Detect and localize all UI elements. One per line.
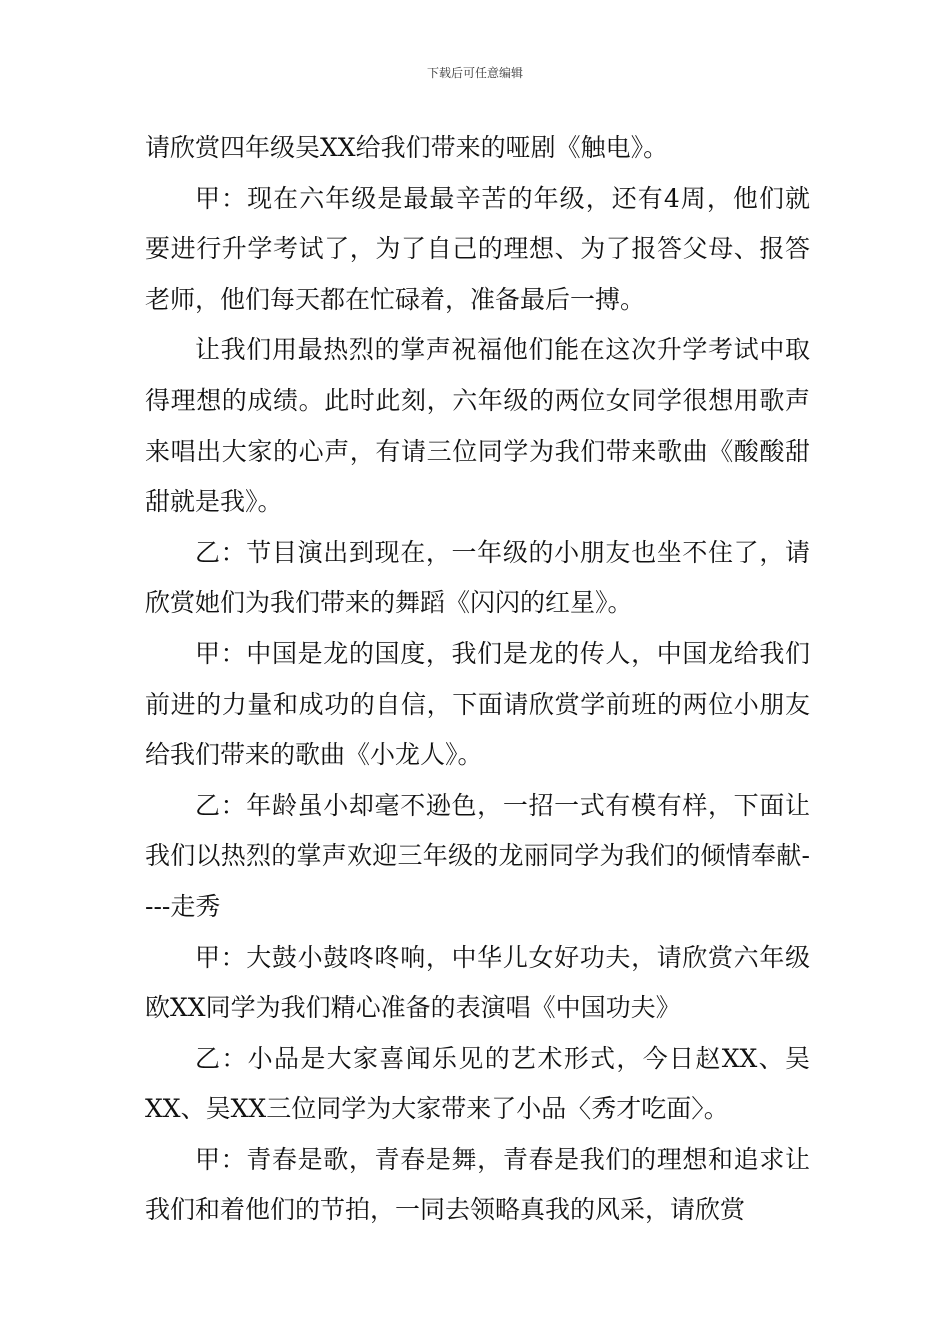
paragraph: 甲：青春是歌，青春是舞，青春是我们的理想和追求让我们和着他们的节拍，一同去领略真我的风采，请欣赏 xyxy=(145,1144,810,1225)
paragraph: 让我们用最热烈的掌声祝福他们能在这次升学考试中取得理想的成绩。此时此刻，六年级的两位女同学很想用歌声来唱出大家的心声，有请三位同学为我们带来歌曲《酸酸甜甜就是我》。 xyxy=(145,335,810,517)
paragraph: 乙：节目演出到现在，一年级的小朋友也坐不住了，请欣赏她们为我们带来的舞蹈《闪闪的红星》。 xyxy=(145,537,810,618)
paragraph: 乙：小品是大家喜闻乐见的艺术形式，今日赵XX、吴XX、吴XX三位同学为大家带来了小品〈秀才吃面〉。 xyxy=(145,1043,810,1124)
paragraph: 甲：中国是龙的国度，我们是龙的传人，中国龙给我们前进的力量和成功的自信，下面请欣赏学前班的两位小朋友给我们带来的歌曲《小龙人》。 xyxy=(145,638,810,770)
paragraph: 甲：大鼓小鼓咚咚响，中华儿女好功夫，请欣赏六年级欧XX同学为我们精心准备的表演唱《中国功夫》 xyxy=(145,942,810,1023)
paragraph: 请欣赏四年级吴XX给我们带来的哑剧《触电》。 xyxy=(145,133,669,162)
page-header: 下载后可任意编辑 xyxy=(426,66,523,80)
paragraph: 乙：年龄虽小却毫不逊色，一招一式有模有样，下面让我们以热烈的掌声欢迎三年级的龙丽同学为我们的倾情奉献----走秀 xyxy=(145,790,810,921)
paragraph: 甲：现在六年级是最最辛苦的年级，还有4周，他们就要进行升学考试了，为了自己的理想、为了报答父母、报答老师，他们每天都在忙碌着，准备最后一搏。 xyxy=(145,183,810,314)
document-body xyxy=(145,123,810,1236)
